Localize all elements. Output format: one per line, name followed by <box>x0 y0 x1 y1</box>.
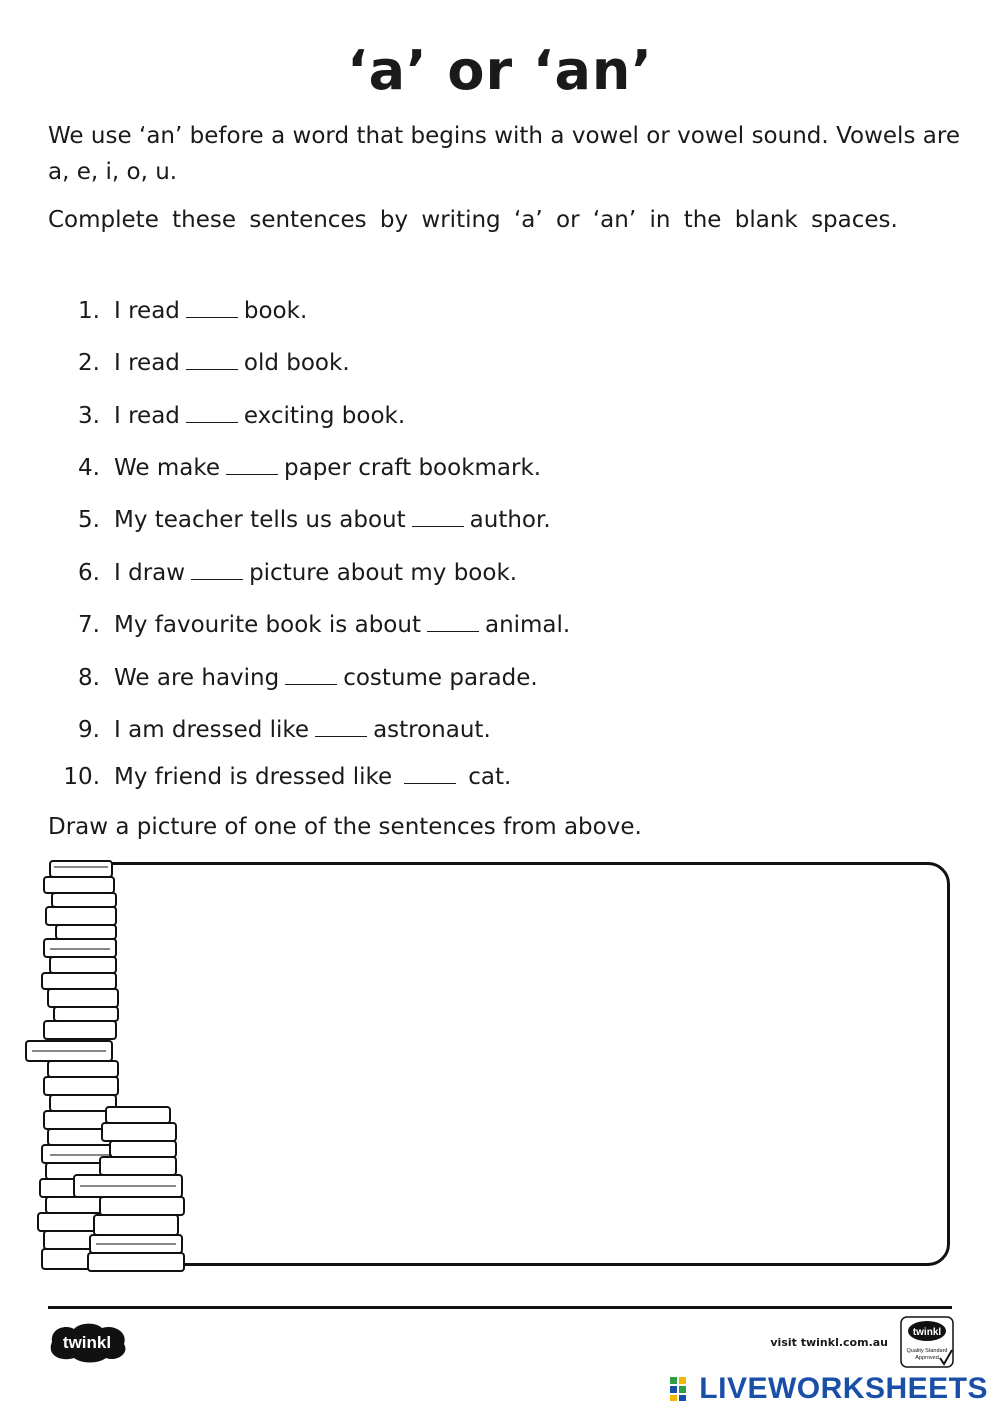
question-8 <box>48 661 538 695</box>
question-number: 3. <box>78 403 100 429</box>
question-text-before: My favourite book is about <box>114 612 421 638</box>
question-number: 4. <box>78 455 100 481</box>
question-6 <box>48 556 517 590</box>
footer-divider <box>48 1306 952 1309</box>
question-text-after: old book. <box>243 350 350 376</box>
answer-blank[interactable] <box>186 349 238 370</box>
question-text-after: exciting book. <box>243 403 406 429</box>
question-4 <box>48 451 541 485</box>
svg-text:Approved: Approved <box>915 1355 939 1361</box>
quality-badge <box>900 1316 954 1368</box>
question-text-after: animal. <box>484 612 571 638</box>
question-number: 7. <box>78 612 100 638</box>
drawing-area[interactable] <box>60 862 950 1266</box>
instruction-text: Complete these sentences by writing ‘a’ or ‘an’ in the blank spaces. <box>48 207 898 233</box>
answer-blank[interactable] <box>226 454 278 475</box>
question-text-after: costume parade. <box>343 665 538 691</box>
question-text-before: My friend is dressed like <box>114 764 393 790</box>
twinkl-logo-text: twinkl <box>62 1333 112 1352</box>
question-7 <box>48 608 570 642</box>
visit-link[interactable]: visit twinkl.com.au <box>770 1336 888 1349</box>
question-text-before: I am dressed like <box>114 717 310 743</box>
twinkl-logo <box>44 1320 130 1364</box>
draw-prompt: Draw a picture of one of the sentences from above. <box>48 814 642 840</box>
answer-blank[interactable] <box>315 716 367 737</box>
question-text-before: I read <box>114 298 180 324</box>
question-9 <box>48 713 491 747</box>
question-1 <box>48 294 307 328</box>
answer-blank[interactable] <box>404 763 456 784</box>
svg-text:twinkl: twinkl <box>912 1327 942 1338</box>
liveworksheets-watermark <box>669 1371 988 1407</box>
question-5 <box>48 503 551 537</box>
answer-blank[interactable] <box>191 559 243 580</box>
liveworksheets-text: LIVEWORKSHEETS <box>699 1372 988 1405</box>
intro-text: We use ‘an’ before a word that begins with a vowel or vowel sound. Vowels are a, e, i, o, u. <box>48 123 960 185</box>
question-number: 9. <box>78 717 100 743</box>
question-number: 10. <box>63 764 100 790</box>
question-text-after: picture about my book. <box>249 560 518 586</box>
question-text-before: I read <box>114 403 180 429</box>
answer-blank[interactable] <box>186 297 238 318</box>
question-number: 1. <box>78 298 100 324</box>
question-number: 6. <box>78 560 100 586</box>
question-text-before: I draw <box>114 560 186 586</box>
question-text-after: author. <box>469 507 551 533</box>
svg-text:Quality Standard: Quality Standard <box>906 1348 948 1354</box>
question-number: 8. <box>78 665 100 691</box>
question-number: 2. <box>78 350 100 376</box>
answer-blank[interactable] <box>186 402 238 423</box>
question-text-before: My teacher tells us about <box>114 507 406 533</box>
answer-blank[interactable] <box>285 664 337 685</box>
question-text-after: book. <box>243 298 308 324</box>
answer-blank[interactable] <box>412 506 464 527</box>
liveworksheets-icon <box>669 1376 695 1402</box>
question-text-after: cat. <box>468 764 512 790</box>
question-text-before: I read <box>114 350 180 376</box>
question-2 <box>48 346 350 380</box>
worksheet-title: ‘a’ or ‘an’ <box>347 39 653 102</box>
question-text-after: paper craft bookmark. <box>284 455 542 481</box>
answer-blank[interactable] <box>427 611 479 632</box>
question-text-before: We make <box>114 455 221 481</box>
question-text-after: astronaut. <box>373 717 491 743</box>
question-10 <box>48 760 511 794</box>
book-stack-illustration <box>20 855 190 1285</box>
question-text-before: We are having <box>114 665 280 691</box>
question-number: 5. <box>78 507 100 533</box>
question-3 <box>48 399 405 433</box>
